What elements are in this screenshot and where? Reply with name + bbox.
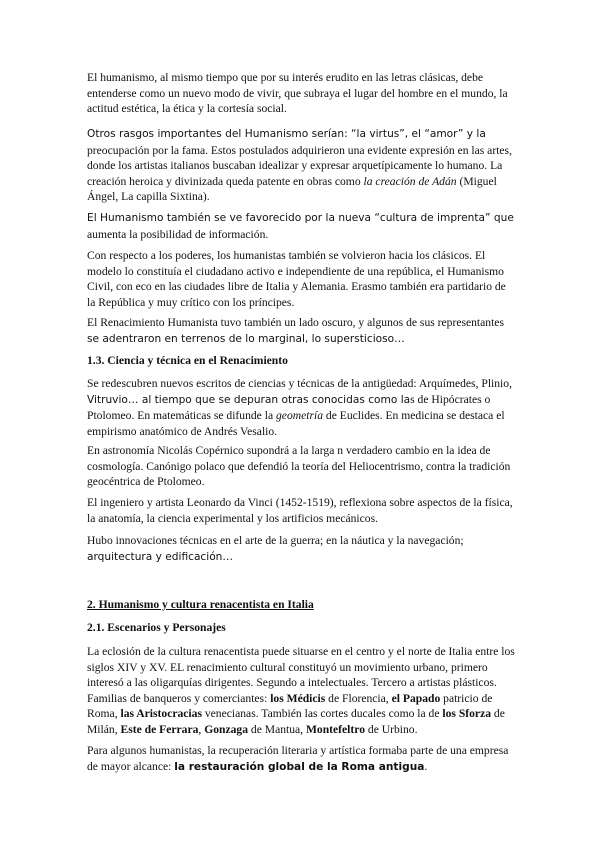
italic-fragment: la creación de Adán: [363, 174, 457, 188]
paragraph-redescubren: [87, 376, 515, 439]
bold-fragment: las Aristocracias: [120, 707, 202, 721]
paragraph-text: Para algunos humanistas, la recuperación literaria y artística formaba parte de una empresa de mayor alcance:: [87, 744, 509, 773]
paragraph-copernico: [87, 443, 515, 490]
sans-fragment: se adentraron en terrenos de lo marginal, lo supersticioso…: [87, 332, 405, 345]
bold-fragment: Este de Ferrara: [120, 722, 199, 736]
paragraph-text: El Renacimiento Humanista tuvo también un lado oscuro, y algunos de sus representantes: [87, 316, 504, 329]
paragraph-rasgos: [87, 126, 515, 205]
bold-fragment: Montefeltro: [305, 722, 365, 736]
sans-fragment: Otros rasgos importantes del Humanismo serían: “la virtus”, el “amor” y la: [87, 128, 486, 140]
paragraph-leonardo: [87, 495, 515, 526]
paragraph-humanismo: [87, 70, 515, 117]
paragraph-lado-oscuro: [87, 315, 515, 347]
heading-humanismo-italia: 2. Humanismo y cultura renacentista en Italia: [87, 598, 314, 611]
paragraph-text: La eclosión de la cultura renacentista puede situarse en el centro y el norte de Italia entre los siglos XIV y XV. EL renacimiento cultural constituyó un movimiento urbano, primero interesó a las oligarquías dirigentes. Segundo a intelectuales. Tercero a artistas plásticos. Familias de banqueros y comerciantes:: [87, 645, 515, 705]
paragraph-text: preocupación por la fama. Estos postulados adquirieron una evidente expresión en las artes, donde los artistas italianos buscaban idealizar y expresar arquetípicamente lo humano. La creación heroica y divinizada queda patente en obras como: [87, 143, 512, 188]
paragraph-innovaciones: [87, 533, 515, 565]
paragraph-text: Hubo innovaciones técnicas en el arte de la guerra; en la náutica y la navegación;: [87, 534, 464, 547]
paragraph-poderes: [87, 248, 515, 310]
paragraph-restauracion: [87, 743, 515, 775]
bold-fragment: la restauración global de la Roma antigua: [174, 760, 425, 773]
heading-ciencia-tecnica: 1.3. Ciencia y técnica en el Renacimiento: [87, 354, 288, 367]
paragraph-text: El humanismo, al mismo tiempo que por su interés erudito en las letras clásicas, debe entenderse como un nuevo modo de vivir, que subraya el lugar del hombre en el mundo, la actitud estética, la ética y la cortesía social.: [87, 71, 508, 116]
paragraph-eclosion: [87, 644, 515, 738]
paragraph-text: Se redescubren nuevos escritos de ciencias y técnicas de la antigüedad: Arquímedes, Plinio,: [87, 377, 512, 390]
bold-fragment: Gonzaga: [204, 722, 249, 736]
paragraph-text: aumenta la posibilidad de información.: [87, 227, 269, 241]
paragraph-text: de Euclides. En medicina se destaca el empirismo anatómico de Andrés Vesalio.: [87, 409, 505, 438]
paragraph-text: .: [424, 759, 428, 773]
paragraph-text: patricio de Roma,: [87, 691, 493, 721]
paragraph-text: de Mantua,: [248, 722, 306, 736]
paragraph-text: de Milán,: [87, 707, 505, 736]
paragraph-text: (Miguel Ángel, La capilla Sixtina).: [87, 174, 497, 204]
paragraph-imprenta: [87, 210, 515, 242]
paragraph-text: de Florencia,: [325, 691, 392, 705]
paragraph-text: Con respecto a los poderes, los humanistas también se volvieron hacia los clásicos. El modelo lo constituía el ciudadano activo e independiente de una república, el Humanismo Civil, con eco en las ciudades libre de Italia y Alemania. Erasmo también era partidario de la República y muy crítico con los príncipes.: [87, 249, 506, 309]
paragraph-text: de Urbino.: [365, 722, 418, 736]
sans-fragment: arquitectura y edificación…: [87, 550, 233, 563]
paragraph-text: venecianas. También las cortes ducales como la de: [201, 707, 443, 721]
paragraph-text: ,: [198, 722, 205, 736]
bold-fragment: los Médicis: [270, 691, 326, 705]
bold-fragment: los Sforza: [442, 707, 492, 721]
paragraph-text: El ingeniero y artista Leonardo da Vinci (1452-1519), reflexiona sobre aspectos de la física, la anatomía, la ciencia experimental y los artificios mecánicos.: [87, 496, 513, 525]
italic-fragment: geometría: [276, 409, 324, 423]
paragraph-text: s de Hipócrates o Ptolomeo. En matemáticas se difunde la: [87, 392, 491, 423]
sans-fragment: El Humanismo también se ve favorecido por la nueva “cultura de imprenta” que: [87, 212, 514, 224]
sans-fragment: Vitruvio… al tiempo que se depuran otras conocidas como la: [87, 393, 411, 406]
heading-escenarios: 2.1. Escenarios y Personajes: [87, 621, 226, 634]
paragraph-text: En astronomía Nicolás Copérnico supondrá a la larga n verdadero cambio en la idea de cosmología. Canónigo polaco que defendió la teoría del Heliocentrismo, contra la tradición geocéntrica de Ptolomeo.: [87, 444, 511, 489]
bold-fragment: el Papado: [391, 691, 441, 705]
